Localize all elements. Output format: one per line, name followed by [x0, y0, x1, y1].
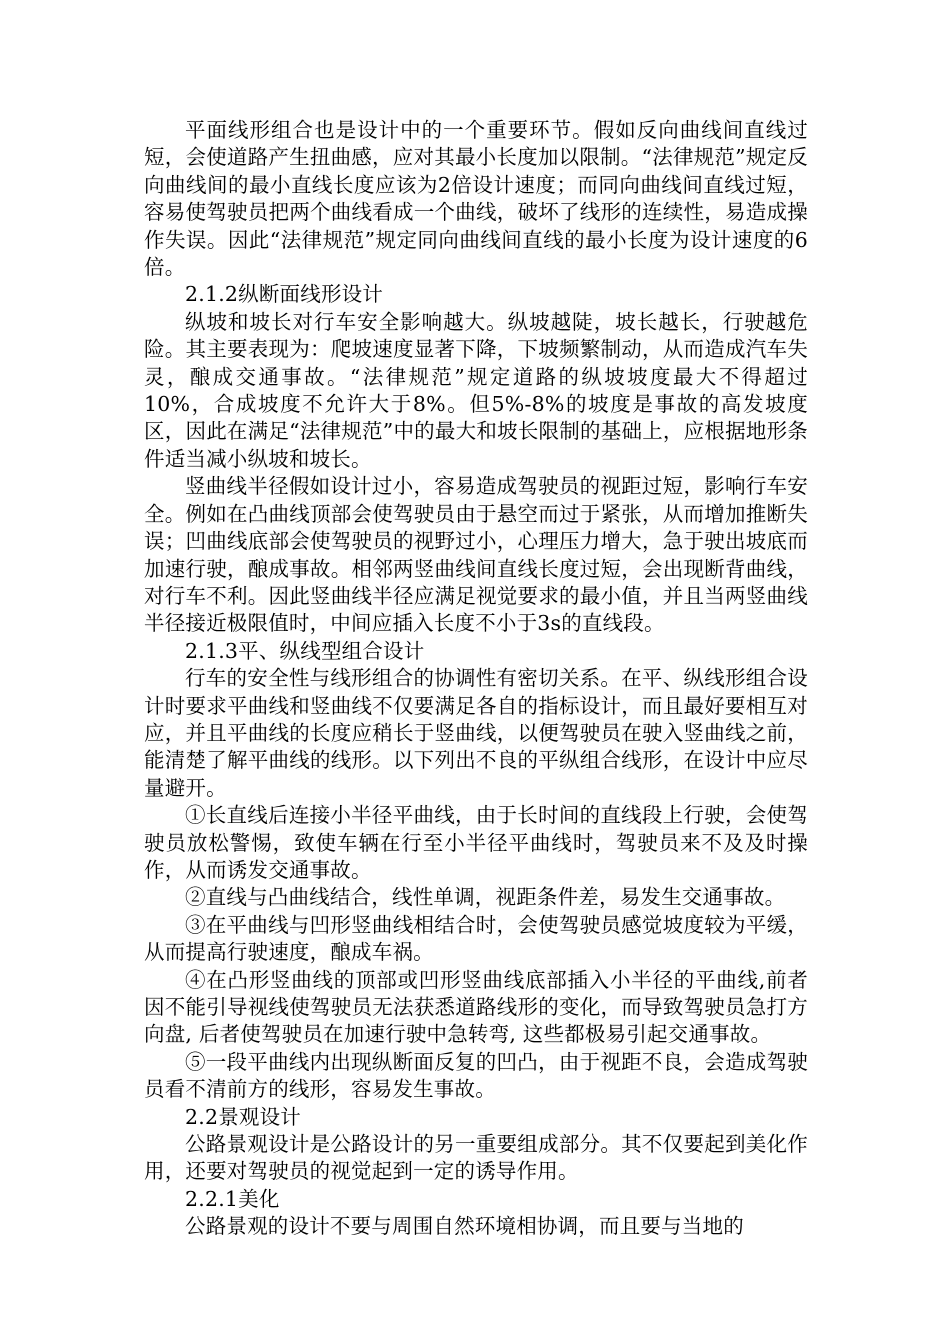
- heading-2-2: 2.2景观设计: [185, 1104, 302, 1129]
- paragraph-longitudinal-slope: 纵坡和坡长对行车安全影响越大。纵坡越陡，坡长越长，行驶越危险。其主要表现为：爬坡速度显著下降，下坡频繁制动，从而造成汽车失灵，酿成交通事故。“法律规范”规定道路的纵坡坡度最大不得超过10%，合成坡度不允许大于8%。但5%-8%的坡度是事故的高发坡度区，因此在满足“法律规范”中的最大和坡长限制的基础上，应根据地形条件适当减小纵坡和坡长。: [144, 309, 808, 471]
- paragraph-item-1: ①长直线后连接小半径平曲线，由于长时间的直线段上行驶，会使驾驶员放松警惕，致使车辆在行至小半径平曲线时，驾驶员来不及及时操作，从而诱发交通事故。: [144, 803, 808, 882]
- paragraph-item-5: ⑤一段平曲线内出现纵断面反复的凹凸，由于视距不良，会造成驾驶员看不清前方的线形，容易发生事故。: [144, 1049, 808, 1102]
- heading-2-2-1: 2.2.1美化: [185, 1186, 280, 1211]
- paragraph-vertical-curve: 竖曲线半径假如设计过小，容易造成驾驶员的视距过短，影响行车安全。例如在凸曲线顶部会使驾驶员由于悬空而过于紧张，从而增加推断失误；凹曲线底部会使驾驶员的视野过小，心理压力增大，急于驶出坡底而加速行驶，酿成事故。相邻两竖曲线间直线长度过短，会出现断背曲线，对行车不利。因此竖曲线半径应满足视觉要求的最小值，并且当两竖曲线半径接近极限值时，中间应插入长度不小于3s的直线段。: [144, 474, 808, 636]
- paragraph-landscape: 公路景观设计是公路设计的另一重要组成部分。其不仅要起到美化作用，还要对驾驶员的视觉起到一定的诱导作用。: [144, 1132, 808, 1184]
- document-body: [144, 117, 808, 1241]
- paragraph-item-2: ②直线与凸曲线结合，线性单调，视距条件差，易发生交通事故。: [185, 885, 786, 910]
- paragraph-combination: 行车的安全性与线形组合的协调性有密切关系。在平、纵线形组合设计时要求平曲线和竖曲线不仅要满足各自的指标设计，而且最好要相互对应，并且平曲线的长度应稍长于竖曲线，以便驾驶员在驶入竖曲线之前，能清楚了解平曲线的线形。以下列出不良的平纵组合线形，在设计中应尽量避开。: [144, 666, 808, 800]
- heading-2-1-2: 2.1.2纵断面线形设计: [185, 282, 384, 307]
- paragraph-item-4: ④在凸形竖曲线的顶部或凹形竖曲线底部插入小半径的平曲线,前者因不能引导视线使驾驶员无法获悉道路线形的变化，而导致驾驶员急打方向盘, 后者使驾驶员在加速行驶中急转弯, 这些都极易引起交通事故。: [144, 967, 808, 1047]
- paragraph-item-3: ③在平曲线与凹形竖曲线相结合时，会使驾驶员感觉坡度较为平缓，从而提高行驶速度，酿成车祸。: [144, 912, 808, 965]
- heading-2-1-3: 2.1.3平、纵线型组合设计: [185, 638, 425, 663]
- paragraph-plan-alignment: 平面线形组合也是设计中的一个重要环节。假如反向曲线间直线过短，会使道路产生扭曲感，应对其最小长度加以限制。“法律规范”规定反向曲线间的最小直线长度应该为2倍设计速度；而同向曲线间直线过短，容易使驾驶员把两个曲线看成一个曲线，破坏了线形的连续性，易造成操作失误。因此“法律规范”规定同向曲线间直线的最小长度为设计速度的6倍。: [144, 118, 808, 280]
- paragraph-beautification: 公路景观的设计不要与周围自然环境相协调，而且要与当地的: [185, 1214, 744, 1239]
